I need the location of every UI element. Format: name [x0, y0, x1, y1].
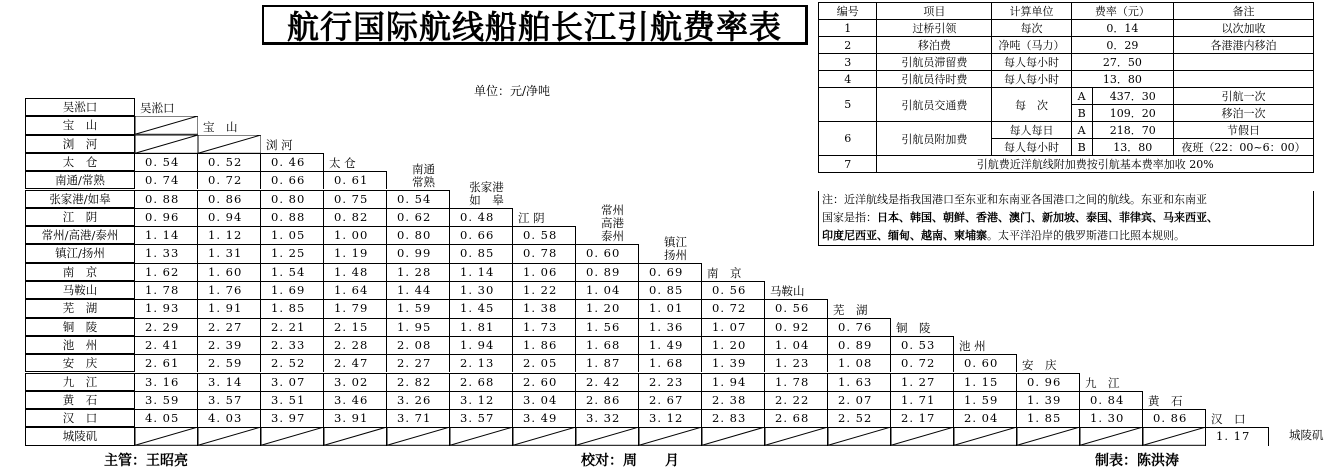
rate-cell: 1. 59: [954, 391, 1017, 409]
rate-cell: 1. 27: [891, 373, 954, 391]
rate-cell: 2. 13: [450, 354, 513, 372]
fee-cell: B: [1071, 105, 1092, 122]
rate-cell: 2. 68: [765, 409, 828, 427]
rate-cell: [702, 427, 765, 445]
rate-cell: 0. 61: [324, 171, 387, 189]
rate-cell: 2. 47: [324, 354, 387, 372]
column-station-label: 吴淞口: [140, 102, 175, 116]
rate-cell: 2. 42: [576, 373, 639, 391]
fee-header: 费率（元）: [1071, 3, 1173, 20]
fee-cell: A: [1071, 122, 1092, 139]
rate-cell: 1. 49: [639, 336, 702, 354]
fee-cell: 每人每小时: [992, 139, 1071, 156]
rate-cell: [513, 427, 576, 445]
rate-cell: [954, 427, 1017, 445]
fee-cell: 节假日: [1174, 122, 1314, 139]
row-station-label: 芜 湖: [25, 299, 135, 317]
rate-cell: 2. 22: [765, 391, 828, 409]
rate-cell: 1. 00: [324, 226, 387, 244]
row-station-label: 南 京: [25, 263, 135, 281]
fee-cell: 以次加收: [1174, 20, 1314, 37]
unit-label: 单位：元/净吨: [474, 84, 551, 98]
column-station-label: 南通 常熟: [412, 162, 435, 189]
rate-cell: 1. 14: [450, 263, 513, 281]
rate-cell: 1. 12: [198, 226, 261, 244]
row-station-label: 常州/高港/泰州: [25, 226, 135, 244]
rate-cell: 1. 94: [702, 373, 765, 391]
diagonal-slash: [135, 116, 198, 134]
fee-row: [819, 71, 1314, 88]
column-station-label: 江 阴: [518, 212, 545, 226]
rate-cell: 0. 72: [198, 171, 261, 189]
row-station-label: 安 庆: [25, 354, 135, 372]
rate-cell: 1. 79: [324, 299, 387, 317]
footnote: [818, 191, 1314, 246]
rate-cell: 1. 15: [954, 373, 1017, 391]
rate-cell: 1. 59: [387, 299, 450, 317]
rate-cell: 0. 94: [198, 208, 261, 226]
rate-cell: 1. 17: [1206, 427, 1269, 445]
rate-cell: 1. 22: [513, 281, 576, 299]
rate-cell: 1. 05: [261, 226, 324, 244]
rate-cell: [639, 427, 702, 445]
rate-cell: 2. 23: [639, 373, 702, 391]
fee-cell: 移泊费: [877, 37, 992, 54]
footnote-line: 注：近洋航线是指我国港口至东亚和东南亚各国港口之间的航线。东亚和东南亚: [822, 193, 1207, 206]
rate-cell: 3. 12: [450, 391, 513, 409]
column-station-label: 铜 陵: [896, 321, 931, 335]
rate-cell: 2. 39: [198, 336, 261, 354]
rate-cell: 3. 49: [513, 409, 576, 427]
fee-cell: 引航一次: [1174, 88, 1314, 105]
rate-cell: 0. 89: [576, 263, 639, 281]
rate-cell: 1. 06: [513, 263, 576, 281]
fee-cell: 各港港内移泊: [1174, 37, 1314, 54]
footer-checker: 校对：周 月: [581, 453, 679, 469]
rate-cell: 0. 46: [261, 153, 324, 171]
footer-supervisor: 主管：王昭亮: [104, 453, 188, 469]
fee-header: 项目: [877, 3, 992, 20]
rate-cell: 0. 62: [387, 208, 450, 226]
fee-cell: 0．14: [1071, 20, 1173, 37]
rate-cell: 0. 86: [1143, 409, 1206, 427]
column-station-label: 安 庆: [1022, 358, 1057, 372]
rate-cell: 1. 76: [198, 281, 261, 299]
fee-cell: 3: [819, 54, 877, 71]
rate-cell: 1. 31: [198, 244, 261, 262]
rate-cell: 1. 36: [639, 318, 702, 336]
rate-cell: [261, 427, 324, 445]
rate-cell: 1. 68: [576, 336, 639, 354]
rate-cell: 1. 94: [450, 336, 513, 354]
fee-cell: 109．20: [1092, 105, 1173, 122]
column-station-label: 张家港 如 皋: [469, 180, 504, 207]
column-station-label: 池 州: [959, 340, 986, 354]
rate-cell: 0. 80: [261, 190, 324, 208]
fee-cell: [1174, 54, 1314, 71]
row-station-label: 马鞍山: [25, 281, 135, 299]
rate-cell: 1. 68: [639, 354, 702, 372]
rate-cell: 1. 45: [450, 299, 513, 317]
rate-cell: 2. 86: [576, 391, 639, 409]
rate-cell: 2. 60: [513, 373, 576, 391]
fee-cell: 净吨（马力）: [992, 37, 1071, 54]
column-station-label: 太 仓: [329, 157, 356, 171]
rate-cell: 3. 12: [639, 409, 702, 427]
rate-cell: 1. 14: [135, 226, 198, 244]
fee-row: [819, 54, 1314, 71]
rate-cell: 1. 69: [261, 281, 324, 299]
diagonal-slash: [135, 135, 198, 153]
rate-cell: 2. 68: [450, 373, 513, 391]
row-station-label: 城陵矶: [25, 427, 135, 445]
rate-cell: [828, 427, 891, 445]
fee-cell: 0．29: [1071, 37, 1173, 54]
rate-cell: 2. 27: [387, 354, 450, 372]
rate-cell: 1. 85: [261, 299, 324, 317]
rate-cell: 2. 08: [387, 336, 450, 354]
rate-cell: 0. 89: [828, 336, 891, 354]
row-station-label: 镇江/扬州: [25, 244, 135, 262]
column-station-label: 城陵矶: [1289, 429, 1324, 443]
rate-cell: 3. 71: [387, 409, 450, 427]
fee-row: [819, 20, 1314, 37]
rate-cell: 4. 05: [135, 409, 198, 427]
rate-cell: 0. 85: [450, 244, 513, 262]
column-station-label: 汉 口: [1211, 413, 1246, 427]
rate-cell: 2. 61: [135, 354, 198, 372]
column-station-label: 黄 石: [1148, 395, 1183, 409]
rate-cell: 0. 75: [324, 190, 387, 208]
rate-cell: 0. 72: [891, 354, 954, 372]
rate-cell: 1. 08: [828, 354, 891, 372]
fee-cell: 夜班（22：00~6：00）: [1174, 139, 1314, 156]
rate-cell: 1. 81: [450, 318, 513, 336]
row-station-label: 太 仓: [25, 153, 135, 171]
rate-cell: 3. 91: [324, 409, 387, 427]
rate-cell: 1. 56: [576, 318, 639, 336]
rate-cell: 0. 54: [387, 190, 450, 208]
rate-cell: 3. 26: [387, 391, 450, 409]
column-station-label: 芜 湖: [833, 303, 868, 317]
fee-cell: 6: [819, 122, 877, 156]
rate-cell: 3. 16: [135, 373, 198, 391]
rate-cell: 1. 63: [828, 373, 891, 391]
rate-cell: 1. 04: [765, 336, 828, 354]
rate-cell: 3. 07: [261, 373, 324, 391]
fee-cell: 5: [819, 88, 877, 122]
rate-cell: 0. 66: [450, 226, 513, 244]
row-station-label: 汉 口: [25, 409, 135, 427]
rate-cell: 0. 66: [261, 171, 324, 189]
rate-cell: 3. 51: [261, 391, 324, 409]
column-station-label: 常州 高港 泰州: [601, 204, 624, 244]
rate-cell: 0. 52: [198, 153, 261, 171]
rate-cell: 2. 52: [261, 354, 324, 372]
rate-cell: 2. 33: [261, 336, 324, 354]
rate-cell: [765, 427, 828, 445]
rate-cell: 1. 60: [198, 263, 261, 281]
fee-header: 计算单位: [992, 3, 1071, 20]
rate-cell: 2. 15: [324, 318, 387, 336]
fee-cell: 13．80: [1071, 71, 1173, 88]
rate-cell: 2. 05: [513, 354, 576, 372]
rate-cell: 3. 97: [261, 409, 324, 427]
rate-cell: 2. 38: [702, 391, 765, 409]
fee-row: [819, 122, 1314, 139]
rate-cell: 3. 04: [513, 391, 576, 409]
rate-cell: 1. 86: [513, 336, 576, 354]
row-station-label: 张家港/如皋: [25, 190, 135, 208]
column-station-label: 马鞍山: [770, 285, 805, 299]
rate-cell: 1. 23: [765, 354, 828, 372]
rate-cell: 2. 52: [828, 409, 891, 427]
rate-cell: 1. 39: [1017, 391, 1080, 409]
rate-cell: 1. 62: [135, 263, 198, 281]
rate-cell: 1. 30: [1080, 409, 1143, 427]
rate-cell: 0. 84: [1080, 391, 1143, 409]
rate-cell: 2. 59: [198, 354, 261, 372]
fee-cell: 1: [819, 20, 877, 37]
rate-cell: 3. 02: [324, 373, 387, 391]
rate-cell: 2. 28: [324, 336, 387, 354]
rate-cell: 1. 20: [576, 299, 639, 317]
fee-cell: B: [1071, 139, 1092, 156]
column-station-label: 九 江: [1085, 376, 1120, 390]
row-station-label: 黄 石: [25, 391, 135, 409]
rate-cell: 3. 57: [198, 391, 261, 409]
fee-cell: 每 次: [992, 88, 1071, 122]
fee-cell: 4: [819, 71, 877, 88]
row-station-label: 九 江: [25, 373, 135, 391]
rate-cell: 2. 41: [135, 336, 198, 354]
row-station-label: 池 州: [25, 336, 135, 354]
rate-cell: 1. 64: [324, 281, 387, 299]
rate-cell: 0. 86: [198, 190, 261, 208]
fee-cell: 7: [819, 156, 877, 173]
fee-header: 备注: [1174, 3, 1314, 20]
rate-cell: 1. 73: [513, 318, 576, 336]
rate-cell: 0. 96: [135, 208, 198, 226]
rate-cell: 0. 96: [1017, 373, 1080, 391]
rate-cell: 0. 88: [261, 208, 324, 226]
rate-cell: 0. 69: [639, 263, 702, 281]
rate-cell: 0. 88: [135, 190, 198, 208]
fee-cell: 13．80: [1092, 139, 1173, 156]
rate-cell: 0. 99: [387, 244, 450, 262]
rate-cell: 3. 46: [324, 391, 387, 409]
fee-cell: 引航员交通费: [877, 88, 992, 122]
rate-cell: 2. 82: [387, 373, 450, 391]
fee-cell: 过桥引领: [877, 20, 992, 37]
rate-cell: 0. 56: [702, 281, 765, 299]
fee-table: [818, 2, 1314, 174]
rate-cell: [1080, 427, 1143, 445]
rate-cell: 1. 19: [324, 244, 387, 262]
rate-cell: 0. 82: [324, 208, 387, 226]
rate-cell: 0. 60: [576, 244, 639, 262]
fee-row: [819, 88, 1314, 105]
rate-cell: 1. 28: [387, 263, 450, 281]
row-station-label: 宝 山: [25, 116, 135, 134]
rate-cell: 2. 27: [198, 318, 261, 336]
rate-cell: 2. 21: [261, 318, 324, 336]
rate-cell: 0. 56: [765, 299, 828, 317]
rate-cell: [324, 427, 387, 445]
fee-cell: 437．30: [1092, 88, 1173, 105]
rate-cell: 2. 04: [954, 409, 1017, 427]
rate-cell: 4. 03: [198, 409, 261, 427]
rate-cell: 1. 54: [261, 263, 324, 281]
rate-cell: 1. 95: [387, 318, 450, 336]
row-station-label: 江 阴: [25, 208, 135, 226]
rate-cell: 2. 67: [639, 391, 702, 409]
page-title: 航行国际航线船舶长江引航费率表: [262, 5, 808, 45]
rate-cell: 1. 33: [135, 244, 198, 262]
row-station-label: 浏 河: [25, 135, 135, 153]
rate-cell: 0. 53: [891, 336, 954, 354]
rate-cell: 3. 57: [450, 409, 513, 427]
fee-cell: 每人每日: [992, 122, 1071, 139]
column-station-label: 镇江 扬州: [664, 235, 687, 262]
rate-cell: 1. 39: [702, 354, 765, 372]
rate-cell: 0. 54: [135, 153, 198, 171]
footnote-line: 国家是指：日本、韩国、朝鲜、香港、澳门、新加坡、泰国、菲律宾、马来西亚、: [822, 211, 1218, 224]
rate-cell: [198, 427, 261, 445]
fee-cell: 218．70: [1092, 122, 1173, 139]
fee-cell: 2: [819, 37, 877, 54]
rate-cell: 1. 48: [324, 263, 387, 281]
rate-cell: 0. 72: [702, 299, 765, 317]
rate-cell: 2. 83: [702, 409, 765, 427]
diagonal-slash: [198, 135, 261, 153]
rate-cell: 3. 14: [198, 373, 261, 391]
row-station-label: 铜 陵: [25, 318, 135, 336]
rate-cell: 1. 01: [639, 299, 702, 317]
fee-cell: 每人每小时: [992, 71, 1071, 88]
rate-cell: 1. 87: [576, 354, 639, 372]
rate-cell: 1. 30: [450, 281, 513, 299]
rate-cell: 0. 74: [135, 171, 198, 189]
rate-cell: 0. 48: [450, 208, 513, 226]
column-station-label: 南 京: [707, 267, 742, 280]
fee-cell: 每人每小时: [992, 54, 1071, 71]
rate-cell: 1. 91: [198, 299, 261, 317]
rate-cell: 2. 07: [828, 391, 891, 409]
footer-maker: 制表：陈洪涛: [1095, 453, 1179, 469]
fee-cell: 引航费近洋航线附加费按引航基本费率加收 20%: [877, 156, 1314, 173]
rate-cell: 1. 20: [702, 336, 765, 354]
rate-cell: 1. 85: [1017, 409, 1080, 427]
rate-cell: [891, 427, 954, 445]
fee-header: 编号: [819, 3, 877, 20]
rate-cell: 1. 44: [387, 281, 450, 299]
rate-cell: 1. 25: [261, 244, 324, 262]
rate-cell: 0. 78: [513, 244, 576, 262]
fee-cell: 每次: [992, 20, 1071, 37]
row-station-label: 南通/常熟: [25, 171, 135, 189]
fee-cell: A: [1071, 88, 1092, 105]
fee-row: [819, 156, 1314, 173]
rate-cell: 2. 17: [891, 409, 954, 427]
rate-cell: 1. 78: [765, 373, 828, 391]
rate-cell: [1143, 427, 1206, 445]
rate-cell: 3. 59: [135, 391, 198, 409]
fee-cell: [1174, 71, 1314, 88]
rate-cell: [387, 427, 450, 445]
column-station-label: 宝 山: [203, 120, 238, 134]
rate-cell: [1017, 427, 1080, 445]
rate-cell: 0. 76: [828, 318, 891, 336]
rate-cell: 1. 38: [513, 299, 576, 317]
rate-cell: 0. 92: [765, 318, 828, 336]
rate-cell: 0. 80: [387, 226, 450, 244]
fee-row: [819, 37, 1314, 54]
fee-cell: 27．50: [1071, 54, 1173, 71]
rate-cell: 0. 85: [639, 281, 702, 299]
row-station-label: 吴淞口: [25, 98, 135, 116]
rate-cell: 3. 32: [576, 409, 639, 427]
rate-cell: [450, 427, 513, 445]
column-station-label: 浏 河: [266, 138, 293, 152]
fee-cell: 引航员待时费: [877, 71, 992, 88]
fee-cell: 引航员附加费: [877, 122, 992, 156]
rate-cell: 0. 60: [954, 354, 1017, 372]
rate-cell: 1. 07: [702, 318, 765, 336]
rate-cell: 1. 93: [135, 299, 198, 317]
fee-cell: 引航员滞留费: [877, 54, 992, 71]
rate-cell: 1. 71: [891, 391, 954, 409]
rate-cell: 2. 29: [135, 318, 198, 336]
rate-cell: 1. 78: [135, 281, 198, 299]
rate-cell: [135, 427, 198, 445]
footnote-line: 印度尼西亚、缅甸、越南、柬埔寨。太平洋沿岸的俄罗斯港口比照本规则。: [822, 229, 1185, 242]
fee-cell: 移泊一次: [1174, 105, 1314, 122]
rate-cell: 0. 58: [513, 226, 576, 244]
rate-cell: 1. 04: [576, 281, 639, 299]
fee-header-row: [819, 3, 1314, 20]
rate-cell: [576, 427, 639, 445]
